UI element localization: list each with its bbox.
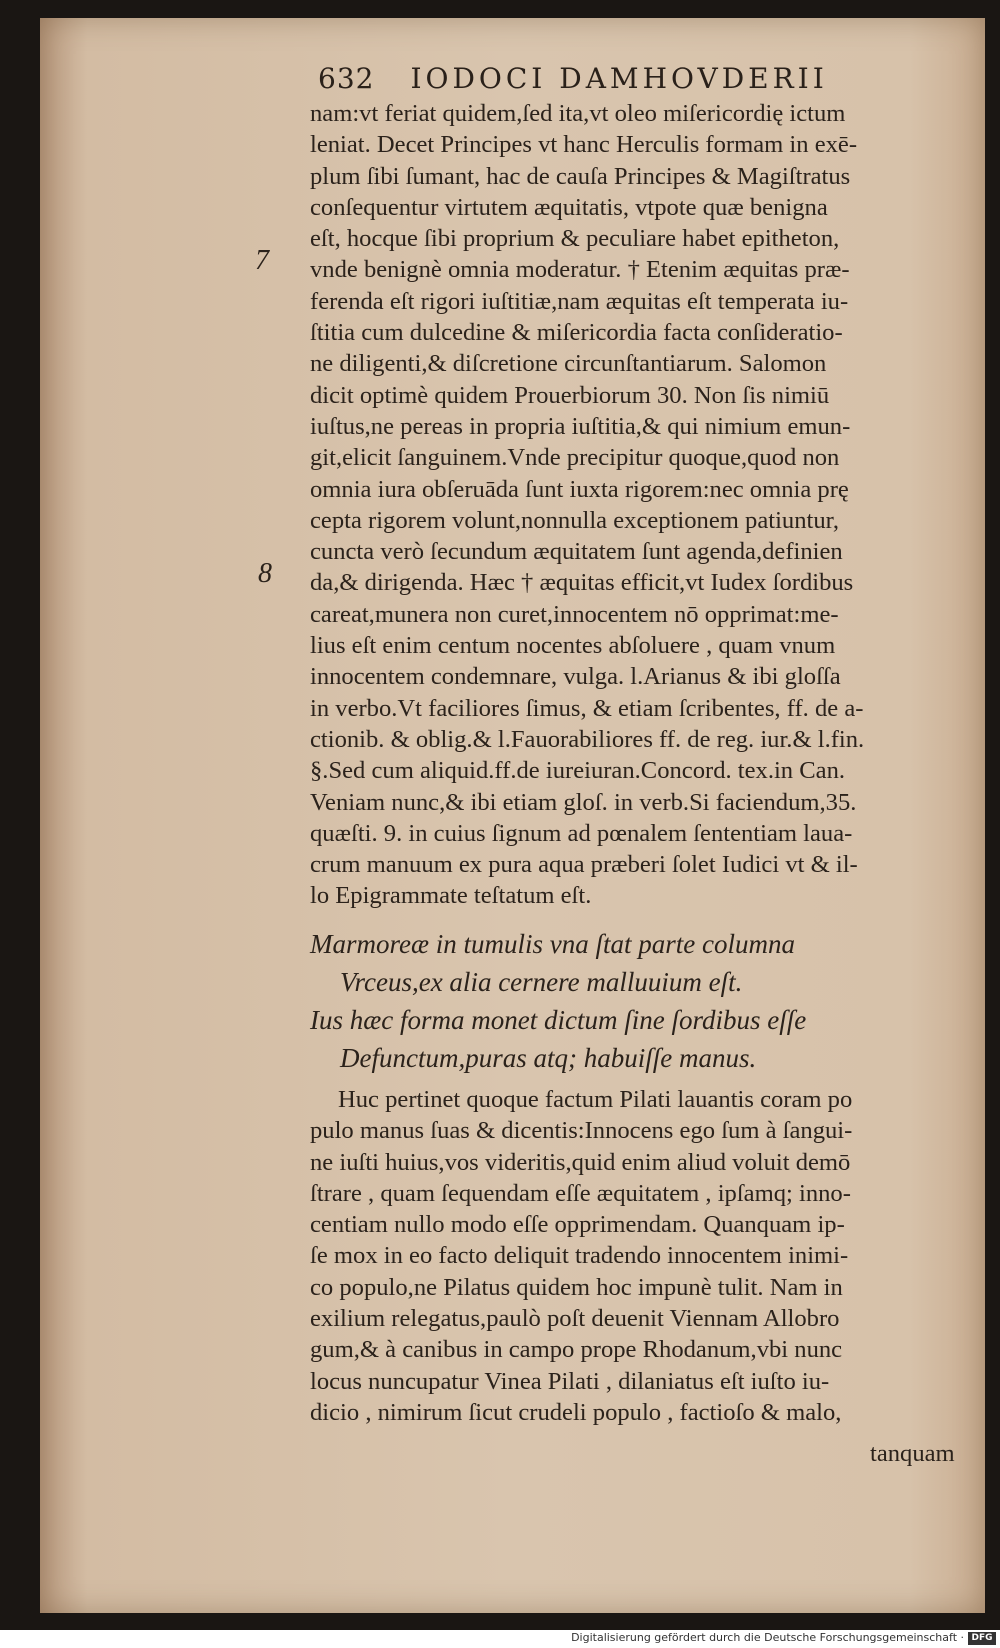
text-line: ſe mox in eo facto deliquit tradendo innocentem inimi- <box>310 1242 849 1270</box>
text-line: dicit optimè quidem Prouerbiorum 30. Non ſis nimiū <box>310 381 830 409</box>
text-line: centiam nullo modo eſſe opprimendam. Quanquam ip- <box>310 1211 845 1239</box>
text-line: conſequentur virtutem æquitatis, vtpote quæ benigna <box>310 193 828 221</box>
running-header <box>318 62 828 95</box>
text-line: dicio , nimirum ſicut crudeli populo , factioſo & malo, <box>310 1398 842 1426</box>
text-line: cuncta verò ſecundum æquitatem ſunt agenda,definien <box>310 538 843 566</box>
text-line: exilium relegatus,paulò poſt deuenit Viennam Allobro <box>310 1305 840 1333</box>
text-line: ſtrare , quam ſequendam eſſe æquitatem , ipſamq; inno- <box>310 1179 851 1207</box>
text-line: da,& dirigenda. Hæc † æquitas efficit,vt Iudex ſordibus <box>310 569 854 597</box>
text-line: leniat. Decet Principes vt hanc Herculis formam in exē- <box>310 131 858 159</box>
epigram-verse <box>310 925 965 1077</box>
text-line: Veniam nunc,& ibi etiam gloſ. in verb.Si faciendum,35. <box>310 788 857 816</box>
verse-line: Defunctum,puras atq; habuiſſe manus. <box>340 1043 757 1073</box>
main-text-block <box>310 98 965 912</box>
margin-note-8: 8 <box>258 558 272 589</box>
text-line: Huc pertinet quoque factum Pilati lauantis coram po <box>338 1086 853 1113</box>
text-line: careat,munera non curet,innocentem nō opprimat:me- <box>310 600 839 628</box>
dfg-logo: DFG <box>968 1632 996 1645</box>
catchword: tanquam <box>870 1440 955 1467</box>
text-line: ctionib. & oblig.& l.Fauorabiliores ff. de reg. iur.& l.fin. <box>310 725 865 753</box>
text-line: co populo,ne Pilatus quidem hoc impunè tulit. Nam in <box>310 1273 843 1301</box>
running-title: IODOCI DAMHOVDERII <box>410 62 828 95</box>
text-line: ſtitia cum dulcedine & miſericordia facta conſideratio- <box>310 319 843 347</box>
text-line: omnia iura obſeruāda ſunt iuxta rigorem:nec omnia prę <box>310 475 849 503</box>
text-line: cepta rigorem volunt,nonnulla exceptionem patiuntur, <box>310 506 839 534</box>
text-line: ne iuſti huius,vos videritis,quid enim aliud voluit demō <box>310 1148 851 1176</box>
text-line: locus nuncupatur Vinea Pilati , dilaniatus eſt iuſto iu- <box>310 1367 830 1395</box>
text-line: gum,& à canibus in campo prope Rhodanum,vbi nunc <box>310 1336 843 1364</box>
text-line: pulo manus ſuas & dicentis:Innocens ego ſum à ſangui- <box>310 1117 853 1145</box>
text-line: lo Epigrammate teſtatum eſt. <box>310 882 592 910</box>
text-line: git,elicit ſanguinem.Vnde precipitur quoque,quod non <box>310 444 840 472</box>
margin-note-7: 7 <box>255 245 269 276</box>
text-line: lius eſt enim centum nocentes abſoluere , quam vnum <box>310 632 836 660</box>
verse-line: Ius hæc forma monet dictum ſine ſordibus eſſe <box>310 1005 807 1035</box>
verse-line: Marmoreæ in tumulis vna ſtat parte columna <box>310 929 795 959</box>
text-line: quæſti. 9. in cuius ſignum ad pœnalem ſententiam laua- <box>310 819 853 847</box>
text-line: iuſtus,ne pereas in propria iuſtitia,& qui nimium emun- <box>310 412 851 440</box>
text-line: plum ſibi ſumant, hac de cauſa Principes & Magiſtratus <box>310 162 851 190</box>
text-line: nam:vt feriat quidem,ſed ita,vt oleo miſericordię ictum <box>310 100 846 127</box>
text-line: ne diligenti,& diſcretione circunſtantiarum. Salomon <box>310 350 827 378</box>
digitization-credit: Digitalisierung gefördert durch die Deutsche Forschungsgemeinschaft · <box>571 1631 964 1644</box>
text-line: crum manuum ex pura aqua præberi ſolet Iudici vt & il- <box>310 851 858 879</box>
text-line: in verbo.Vt faciliores ſimus, & etiam ſcribentes, ff. de a- <box>310 694 864 722</box>
text-line: vnde benignè omnia moderatur. † Etenim æquitas præ- <box>310 256 850 284</box>
page-number: 632 <box>318 62 375 95</box>
text-line: ferenda eſt rigori iuſtitiæ,nam æquitas eſt temperata iu- <box>310 287 849 315</box>
verse-line: Vrceus,ex alia cernere malluuium eſt. <box>340 967 743 997</box>
text-line: eſt, hocque ſibi proprium & peculiare habet epitheton, <box>310 225 840 253</box>
text-line: §.Sed cum aliquid.ff.de iureiuran.Concord. tex.in Can. <box>310 757 846 785</box>
second-text-block <box>310 1084 965 1428</box>
text-line: innocentem condemnare, vulga. l.Arianus & ibi gloſſa <box>310 663 841 691</box>
